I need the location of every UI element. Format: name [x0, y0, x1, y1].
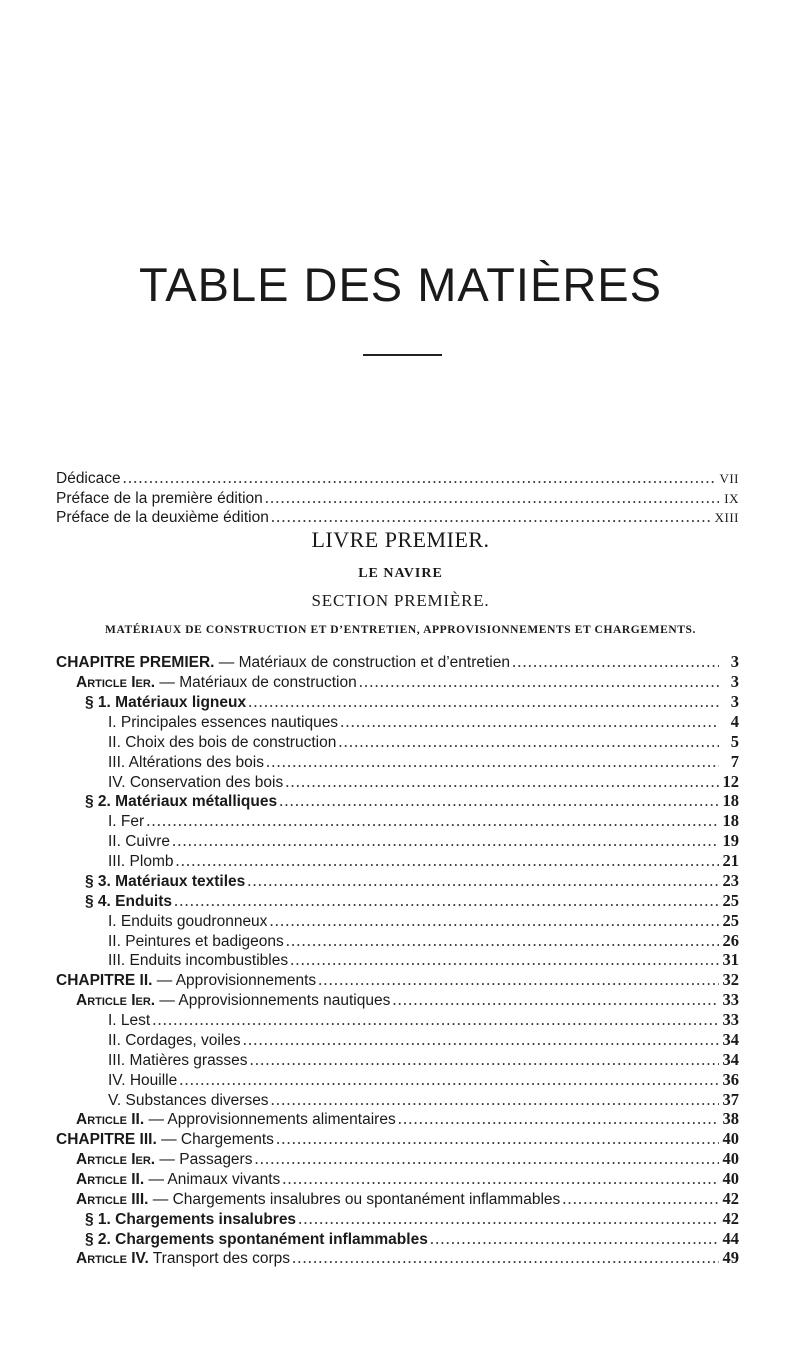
- toc-label: [108, 912, 267, 932]
- toc-label: [108, 812, 144, 832]
- toc-page: 36: [722, 1070, 739, 1089]
- toc-row[interactable]: [108, 811, 739, 831]
- dot-leader: [243, 1030, 719, 1050]
- toc-label: [56, 1130, 274, 1150]
- toc-row[interactable]: [85, 871, 739, 891]
- toc-page: 3: [730, 692, 739, 711]
- toc-page: 25: [722, 911, 739, 930]
- toc-entry-text: Peintures et badigeons: [120, 933, 284, 950]
- toc-row[interactable]: [76, 1149, 739, 1169]
- toc-row[interactable]: [76, 1248, 739, 1268]
- toc-page: 19: [722, 831, 739, 850]
- toc-entry-head: Article II.: [76, 1171, 145, 1188]
- toc-label: [108, 713, 338, 733]
- toc-entry-text: Cuivre: [120, 833, 171, 850]
- toc-entry-head: II.: [108, 1032, 121, 1049]
- dot-leader: [174, 891, 719, 911]
- toc-label: Préface de la deuxième édition: [56, 509, 269, 526]
- toc-entry-text: Conservation des bois: [125, 774, 284, 791]
- toc-page: IX: [724, 491, 739, 506]
- toc-entry-head: IV.: [108, 1072, 126, 1089]
- toc-label: [76, 1190, 560, 1210]
- dot-leader: [152, 1010, 719, 1030]
- dot-leader: [340, 712, 719, 732]
- toc-entry-head: CHAPITRE III.: [56, 1131, 157, 1148]
- toc-label: [85, 892, 172, 912]
- toc-page: 5: [730, 732, 739, 751]
- toc-entry-head: Article Ier.: [76, 674, 156, 691]
- toc-row[interactable]: [85, 791, 739, 811]
- toc-entry-text: Chargements spontanément inflammables: [110, 1231, 428, 1248]
- toc-row[interactable]: [56, 1129, 739, 1149]
- navire-heading: LE NAVIRE: [358, 566, 443, 581]
- toc-label: [85, 872, 245, 892]
- dot-leader: [276, 1129, 719, 1149]
- toc-label: [56, 653, 510, 673]
- toc-label: [56, 971, 316, 991]
- toc-page: 7: [730, 752, 739, 771]
- toc-row-dedicace[interactable]: [56, 468, 739, 488]
- toc-label: [108, 852, 173, 872]
- toc-entry-head: § 1.: [85, 694, 111, 711]
- toc-entry-text: Principales essences nautiques: [116, 714, 339, 731]
- toc-entry-text: Enduits goudronneux: [116, 913, 268, 930]
- toc-row[interactable]: [108, 1050, 739, 1070]
- dot-leader: [290, 950, 719, 970]
- toc-entry-text: — Matériaux de construction: [155, 674, 357, 691]
- toc-row[interactable]: [108, 1090, 739, 1110]
- toc-entry-head: § 3.: [85, 873, 111, 890]
- toc-entry-head: II.: [108, 833, 121, 850]
- toc-entry-head: I.: [108, 813, 117, 830]
- toc-page: 12: [722, 772, 739, 791]
- toc-page: VII: [719, 471, 739, 486]
- toc-row[interactable]: [108, 752, 739, 772]
- dot-leader: [430, 1229, 719, 1249]
- toc-row[interactable]: [76, 1169, 739, 1189]
- toc-page: 4: [730, 712, 739, 731]
- toc-row[interactable]: [108, 732, 739, 752]
- toc-entry-text: Enduits: [110, 893, 172, 910]
- toc-entry-head: II.: [108, 734, 121, 751]
- toc-row[interactable]: [76, 672, 739, 692]
- toc-entry-head: Article Ier.: [76, 992, 156, 1009]
- toc-label: [108, 733, 336, 753]
- toc-entry-text: Substances diverses: [121, 1092, 269, 1109]
- toc-label: [108, 753, 264, 773]
- toc-page: 33: [722, 990, 739, 1009]
- toc-entry-head: I.: [108, 1012, 117, 1029]
- toc-row[interactable]: [108, 712, 739, 732]
- toc-entry-head: I.: [108, 913, 117, 930]
- toc-entry-head: § 2.: [85, 1231, 111, 1248]
- toc-entry-text: Matériaux métalliques: [110, 793, 278, 810]
- toc-row-preface-2[interactable]: [56, 507, 739, 527]
- toc-page: XIII: [714, 510, 739, 525]
- toc-entry-text: Cordages, voiles: [120, 1032, 241, 1049]
- dot-leader: [172, 831, 719, 851]
- toc-label: [76, 1150, 252, 1170]
- toc-label: [76, 1110, 396, 1130]
- toc-label: [85, 1230, 428, 1250]
- toc-entry-text: Plomb: [125, 853, 174, 870]
- toc-page: 3: [730, 652, 739, 671]
- toc-entry-text: — Passagers: [155, 1151, 253, 1168]
- toc-entry-head: Article IV.: [76, 1250, 149, 1267]
- dot-leader: [359, 672, 719, 692]
- toc-page: 25: [722, 891, 739, 910]
- toc-entry-text: Matériaux textiles: [110, 873, 246, 890]
- dot-leader: [250, 1050, 719, 1070]
- section-subtitle: MATÉRIAUX DE CONSTRUCTION ET D’ENTRETIEN, APPROVISIONNEMENTS ET CHARGEMENTS.: [105, 624, 696, 636]
- dot-leader: [512, 652, 719, 672]
- toc-page: 26: [722, 931, 739, 950]
- toc-page: 18: [722, 791, 739, 810]
- toc-row[interactable]: [108, 772, 739, 792]
- toc-label: [85, 1210, 296, 1230]
- toc-label: [76, 1249, 290, 1269]
- toc-entry-text: Matières grasses: [125, 1052, 248, 1069]
- toc-row[interactable]: [76, 1189, 739, 1209]
- dot-leader: [265, 488, 719, 508]
- title-rule: [363, 354, 442, 356]
- dot-leader: [179, 1070, 719, 1090]
- toc-page: 34: [722, 1030, 739, 1049]
- toc-page: 34: [722, 1050, 739, 1069]
- toc-page: 32: [722, 970, 739, 989]
- toc-entry-head: CHAPITRE PREMIER.: [56, 654, 215, 671]
- toc-row[interactable]: [108, 1010, 739, 1030]
- toc-row[interactable]: [108, 831, 739, 851]
- toc-label: [76, 991, 390, 1011]
- toc-label: [85, 693, 246, 713]
- toc-entry-head: III.: [108, 952, 126, 969]
- dot-leader: [266, 752, 719, 772]
- toc-page: 33: [722, 1010, 739, 1029]
- dot-leader: [269, 911, 719, 931]
- toc-entry-text: Chargements insalubres: [110, 1211, 297, 1228]
- toc-entry-text: — Approvisionnements alimentaires: [144, 1111, 396, 1128]
- dot-leader: [286, 931, 719, 951]
- toc-row[interactable]: [85, 692, 739, 712]
- toc-label: [108, 832, 170, 852]
- dot-leader: [175, 851, 719, 871]
- toc-page: 31: [722, 950, 739, 969]
- toc-label: Dédicace: [56, 470, 121, 487]
- dot-leader: [285, 772, 719, 792]
- toc-page: 42: [722, 1209, 739, 1228]
- toc-label: [108, 932, 284, 952]
- toc-label: [85, 792, 277, 812]
- dot-leader: [123, 468, 718, 488]
- dot-leader: [392, 990, 719, 1010]
- toc-entry-text: Choix des bois de construction: [120, 734, 337, 751]
- toc-page: 40: [722, 1149, 739, 1168]
- toc-page: 40: [722, 1169, 739, 1188]
- toc-page: 18: [722, 811, 739, 830]
- toc-row[interactable]: [108, 1030, 739, 1050]
- toc-row[interactable]: [85, 891, 739, 911]
- dot-leader: [398, 1109, 719, 1129]
- toc-label: [76, 673, 357, 693]
- toc-entry-text: — Approvisionnements: [152, 972, 317, 989]
- dot-leader: [292, 1248, 719, 1268]
- toc-page: 40: [722, 1129, 739, 1148]
- dot-leader: [254, 1149, 719, 1169]
- toc-row[interactable]: [76, 1109, 739, 1129]
- toc-entry-head: Article Ier.: [76, 1151, 156, 1168]
- toc-page: 37: [722, 1090, 739, 1109]
- toc-entry-text: — Matériaux de construction et d’entretien: [214, 654, 510, 671]
- dot-leader: [271, 1090, 719, 1110]
- toc-row[interactable]: [108, 931, 739, 951]
- dot-leader: [562, 1189, 719, 1209]
- toc-label: [76, 1170, 280, 1190]
- toc-entry-head: IV.: [108, 774, 126, 791]
- toc-row[interactable]: [76, 990, 739, 1010]
- toc-entry-head: Article II.: [76, 1111, 145, 1128]
- dot-leader: [298, 1209, 719, 1229]
- toc-row[interactable]: [85, 1209, 739, 1229]
- toc-entry-head: V.: [108, 1092, 122, 1109]
- dot-leader: [146, 811, 719, 831]
- toc-entry-text: — Chargements insalubres ou spontanément inflammables: [148, 1191, 561, 1208]
- toc-row[interactable]: [108, 851, 739, 871]
- dot-leader: [279, 791, 719, 811]
- toc-label: [108, 773, 283, 793]
- section-heading: SECTION PREMIÈRE.: [311, 591, 490, 610]
- toc-row[interactable]: [108, 1070, 739, 1090]
- toc-label: [108, 1011, 150, 1031]
- toc-page: 23: [722, 871, 739, 890]
- dot-leader: [338, 732, 719, 752]
- toc-entry-head: I.: [108, 714, 117, 731]
- toc-entry-head: II.: [108, 933, 121, 950]
- toc-page: 3: [730, 672, 739, 691]
- toc-label: [108, 1031, 241, 1051]
- toc-entry-head: III.: [108, 1052, 126, 1069]
- toc-entry-head: CHAPITRE II.: [56, 972, 153, 989]
- toc-page: 42: [722, 1189, 739, 1208]
- toc-entry-text: Houille: [125, 1072, 178, 1089]
- toc-label: [108, 1071, 177, 1091]
- toc-entry-text: Enduits incombustibles: [125, 952, 289, 969]
- dot-leader: [248, 692, 719, 712]
- dot-leader: [282, 1169, 719, 1189]
- dot-leader: [318, 970, 719, 990]
- toc-row[interactable]: [108, 950, 739, 970]
- toc-entry-text: — Chargements: [156, 1131, 274, 1148]
- toc-entry-text: Transport des corps: [148, 1250, 291, 1267]
- toc-entry-head: § 1.: [85, 1211, 111, 1228]
- toc-entry-head: § 2.: [85, 793, 111, 810]
- toc-row-preface-1[interactable]: [56, 488, 739, 508]
- toc-page: 49: [722, 1248, 739, 1267]
- toc-entry-head: III.: [108, 853, 126, 870]
- toc-row[interactable]: [56, 652, 739, 672]
- toc-entry-text: — Approvisionnements nautiques: [155, 992, 391, 1009]
- toc-label: [108, 1051, 248, 1071]
- toc-entry-text: Matériaux ligneux: [110, 694, 247, 711]
- dot-leader: [247, 871, 719, 891]
- toc-entry-text: — Animaux vivants: [144, 1171, 281, 1188]
- toc-row[interactable]: [56, 970, 739, 990]
- toc-entry-text: Altérations des bois: [125, 754, 264, 771]
- toc-label: [108, 951, 288, 971]
- dot-leader: [271, 507, 713, 527]
- toc-row[interactable]: [85, 1229, 739, 1249]
- livre-heading: LIVRE PREMIER.: [311, 527, 490, 552]
- toc-entry-head: III.: [108, 754, 126, 771]
- toc-page: 21: [722, 851, 739, 870]
- toc-entry-head: Article III.: [76, 1191, 149, 1208]
- toc-page: 44: [722, 1229, 739, 1248]
- toc-label: [108, 1091, 269, 1111]
- toc-row[interactable]: [108, 911, 739, 931]
- toc-page: 38: [722, 1109, 739, 1128]
- page-title: TABLE DES MATIÈRES: [139, 258, 662, 311]
- toc-label: Préface de la première édition: [56, 490, 263, 507]
- toc-entry-text: Lest: [116, 1012, 151, 1029]
- toc-entry-head: § 4.: [85, 893, 111, 910]
- toc-entry-text: Fer: [116, 813, 145, 830]
